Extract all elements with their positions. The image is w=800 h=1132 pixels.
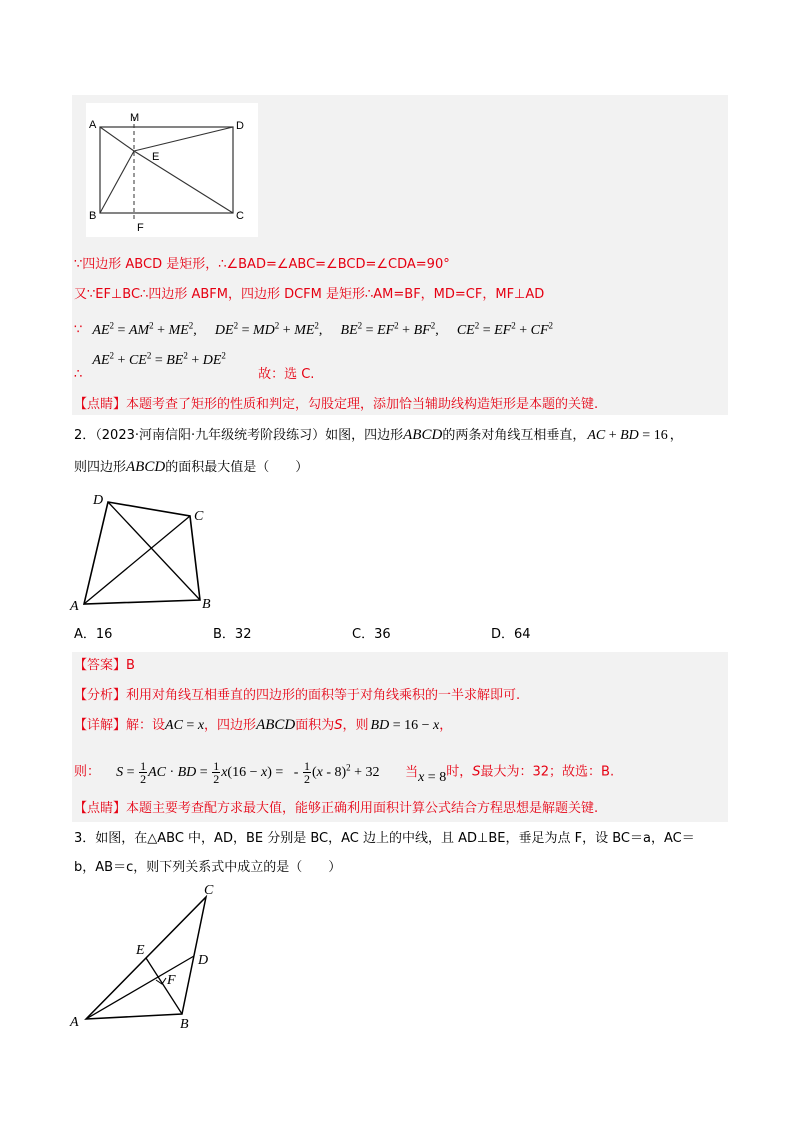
solution-2-panel bbox=[72, 652, 728, 822]
point-text: 本题考查了矩形的性质和判定，勾股定理，添加恰当辅助线构造矩形是本题的关键. bbox=[126, 397, 599, 412]
formula-conclusion: $AE^2 + CE^2 = BE^2 + DE^2$ bbox=[92, 350, 226, 368]
label-d: D bbox=[93, 493, 104, 508]
label-e: E bbox=[136, 943, 145, 958]
option-d[interactable]: D．64 bbox=[491, 627, 531, 642]
rectangle-diagram bbox=[86, 103, 258, 237]
analysis-tag: 【分析】 bbox=[74, 688, 127, 703]
label-e: E bbox=[152, 151, 160, 163]
solution-1-line-2: 又∵EF⊥BC∴四边形 ABFM，四边形 DCFM 是矩形∴AM=BF，MD=CF，MF⊥AD bbox=[74, 287, 545, 302]
question-2-stem-line-2: 则四边形ABCD的面积最大值是（ ） bbox=[74, 459, 309, 475]
solution-2-point bbox=[74, 800, 598, 818]
label-c: C bbox=[194, 509, 204, 524]
label-b: B bbox=[89, 210, 97, 222]
label-c: C bbox=[236, 210, 244, 222]
label-c: C bbox=[204, 883, 214, 898]
question-3-line-2: b，AB＝c，则下列关系式中成立的是（ ） bbox=[74, 860, 342, 875]
formula-be: $BE^2 = EF^2 + BF^2$, bbox=[340, 320, 439, 338]
figure-quadrilateral bbox=[66, 486, 226, 616]
when-label: 当 bbox=[405, 764, 419, 780]
formula-bd: BD = 16 − x bbox=[370, 718, 440, 733]
formula-area: S = $\frac{1}{2}$ AC · BD = $\frac{1}{2}$ x(16 − x) = - $\frac{1}{2}$ (x - 8)$^2$ + 32 bbox=[116, 758, 384, 786]
formula-de: $DE^2 = MD^2 + ME^2$, bbox=[214, 320, 323, 338]
option-c[interactable]: C．36 bbox=[352, 627, 391, 642]
solution-1-choice: 故：选 C. bbox=[258, 366, 315, 382]
solution-1-line-4 bbox=[74, 350, 315, 382]
solution-1-line-1: ∵四边形 ABCD 是矩形，∴∠BAD=∠ABC=∠BCD=∠CDA=90° bbox=[74, 257, 450, 272]
formula-ce: $CE^2 = EF^2 + CF^2$ bbox=[456, 320, 554, 338]
triangle-diagram bbox=[66, 880, 236, 1030]
figure-triangle bbox=[66, 880, 236, 1030]
point-tag: 【点睛】 bbox=[74, 397, 127, 412]
label-d: D bbox=[198, 953, 209, 968]
answer-tag: 【答案】 bbox=[74, 658, 127, 673]
label-d: D bbox=[236, 120, 244, 132]
label-f: F bbox=[137, 222, 144, 234]
point-text: 本题主要考查配方求最大值，能够正确利用面积计算公式结合方程思想是解题关键. bbox=[126, 801, 599, 816]
label-b: B bbox=[202, 597, 211, 612]
question-2-stem-line-1: 2．（2023·河南信阳·九年级统考阶段练习）如图，四边形ABCD的两条对角线互相垂直， AC + BD = 16 ， bbox=[74, 427, 683, 443]
label-a: A bbox=[89, 119, 97, 131]
formula-ac-x: AC = x bbox=[165, 718, 205, 733]
area-formula-line: 则： S = $\frac{1}{2}$ AC · BD = $\frac{1}{2}$ x(16 − x) = - $\frac{1}{2}$ (x - 8)$^2$ + 32 当x = 8时，S最大为：32；故选：B. bbox=[74, 758, 615, 786]
label-f: F bbox=[167, 973, 176, 988]
then-label: 则： bbox=[74, 764, 101, 780]
analysis-line bbox=[74, 687, 520, 705]
question-3-line-1: 3．如图，在△ABC 中，AD，BE 分别是 BC，AC 边上的中线，且 AD⊥BE，垂足为点 F，设 BC＝a，AC＝ bbox=[74, 831, 695, 846]
label-b: B bbox=[180, 1017, 189, 1030]
question-2-number: 2． bbox=[74, 428, 96, 443]
figure-rectangle bbox=[86, 103, 258, 237]
solution-1-point bbox=[74, 396, 598, 414]
quadrilateral-diagram bbox=[66, 486, 226, 616]
label-m: M bbox=[130, 112, 140, 124]
because-symbol: ∵ bbox=[74, 322, 83, 338]
formula-ac-bd: AC + BD = 16 bbox=[587, 428, 668, 443]
answer-value: B bbox=[126, 658, 135, 673]
therefore-symbol: ∴ bbox=[74, 366, 83, 382]
shape-name: ABCD bbox=[403, 427, 443, 443]
formula-x-8: x = 8 bbox=[418, 769, 447, 785]
solution-1-line-3 bbox=[74, 316, 553, 340]
answer-line bbox=[74, 657, 135, 675]
option-a[interactable]: A．16 bbox=[74, 627, 113, 642]
formula-ae: $AE^2 = AM^2 + ME^2$, bbox=[92, 320, 197, 338]
detail-line: 【详解】解：设AC = x，四边形ABCD面积为S，则 BD = 16 − x， bbox=[74, 717, 453, 733]
option-b[interactable]: B．32 bbox=[213, 627, 252, 642]
detail-tag: 【详解】 bbox=[74, 718, 127, 733]
analysis-text: 利用对角线互相垂直的四边形的面积等于对角线乘积的一半求解即可. bbox=[126, 688, 521, 703]
point-tag: 【点睛】 bbox=[74, 801, 127, 816]
label-a: A bbox=[70, 599, 79, 614]
label-a: A bbox=[70, 1015, 79, 1030]
